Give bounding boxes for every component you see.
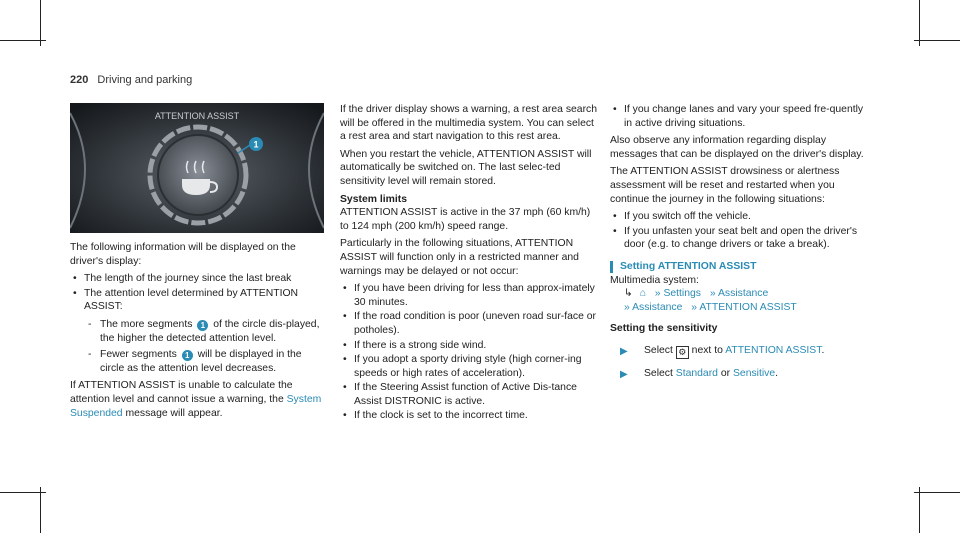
system-suspended-message: System Suspended <box>70 393 322 419</box>
screen-title: ATTENTION ASSIST <box>154 111 240 121</box>
list-item: • If you change lanes and vary your speed fre-quently in active driving situations. <box>610 103 872 130</box>
list-item: • If you unfasten your seat belt and open the driver's door (e.g. to change drivers or take a break). <box>610 225 872 252</box>
intro-text: The following information will be displayed on the driver's display: <box>70 242 296 267</box>
text-span: next to <box>691 344 723 356</box>
suspended-paragraph <box>70 379 328 420</box>
instruction-step <box>610 367 872 381</box>
coffee-cup-icon <box>182 179 210 195</box>
list-item: • The length of the journey since the last break <box>70 272 328 286</box>
sensitive-option: Sensitive <box>732 367 776 379</box>
list-item <box>70 348 328 375</box>
paragraph: Particularly in the following situations, ATTENTION ASSIST will function only in a restricted manner and warnings may be delayed or not occur: <box>340 238 579 277</box>
callout-marker: 1 <box>197 320 208 331</box>
section-title: Driving and parking <box>97 74 193 86</box>
paragraph: The ATTENTION ASSIST drowsiness or alertness assessment will be reset and restarted when you continue the journey in the following situations: <box>610 166 840 205</box>
list-item: • If there is a strong side wind. <box>340 339 600 353</box>
path-assistance: Assistance <box>718 288 769 300</box>
text-span: will be displayed in the circle as the attention level decreases. <box>100 349 302 374</box>
list-item: • If you have been driving for less than approx-imately 30 minutes. <box>340 282 600 309</box>
text-span: If ATTENTION ASSIST is unable to calculate the attention level and cannot issue a warning, the <box>70 380 293 405</box>
page-header <box>70 74 192 88</box>
path-assistance: Assistance <box>632 301 683 313</box>
text-span: Fewer segments <box>100 349 177 361</box>
chevron-right-icon: » <box>624 301 630 313</box>
list-item <box>70 318 328 345</box>
column-2 <box>340 103 600 427</box>
text-span: The more segments <box>100 318 193 330</box>
path-attention-assist: ATTENTION ASSIST <box>699 301 797 313</box>
text-span: of the circle dis-played, the higher the detected attention level. <box>100 318 320 344</box>
attention-assist-display-image <box>70 103 324 233</box>
list-item: • If the clock is set to the incorrect time. <box>340 409 600 423</box>
paragraph: If the driver display shows a warning, a rest area search will be offered in the multimedia system. You can select a rest area and start navigation to this rest area. <box>340 104 598 143</box>
crop-mark <box>0 492 46 493</box>
list-item: • If the Steering Assist function of Active Dis-tance Assist DISTRONIC is active. <box>340 381 600 408</box>
bullet-list <box>610 103 872 130</box>
bullet-list <box>340 282 600 423</box>
step-arrow-icon: ▶ <box>620 368 628 380</box>
bullet-list <box>70 272 328 314</box>
page-number: 220 <box>70 74 89 86</box>
column-1 <box>70 103 328 424</box>
chevron-right-icon: » <box>654 288 661 300</box>
enter-arrow-icon: ↳ <box>624 288 633 300</box>
list-item: • If the road condition is poor (uneven road sur-face or potholes). <box>340 310 600 337</box>
standard-option: Standard <box>675 367 718 379</box>
crop-mark <box>919 487 920 533</box>
instruction-step <box>610 344 872 359</box>
crop-mark <box>914 492 960 493</box>
path-settings: Settings <box>663 288 701 300</box>
dash-list <box>70 318 328 375</box>
settings-gear-icon: ⚙ <box>676 346 689 359</box>
step-arrow-icon: ▶ <box>620 345 628 357</box>
home-icon: ⌂ <box>639 288 646 300</box>
list-item: • If you adopt a sporty driving style (high corner-ing speeds or high rates of acceleration). <box>340 353 600 380</box>
menu-path-line-1 <box>610 287 872 301</box>
attention-assist-option: ATTENTION ASSIST <box>725 344 822 356</box>
sensitivity-heading: Setting the sensitivity <box>610 323 718 335</box>
crop-mark <box>40 487 41 533</box>
paragraph: Also observe any information regarding display messages that can be displayed on the driver's display. <box>610 135 864 160</box>
setting-heading: Setting ATTENTION ASSIST <box>610 260 872 274</box>
text-span: Select <box>644 367 673 379</box>
paragraph: When you restart the vehicle, ATTENTION ASSIST will automatically be switched on. The last selec-ted sensitivity level will remain stored. <box>340 148 592 187</box>
text-span: Select <box>644 344 673 356</box>
text-span: message will appear. <box>125 407 223 419</box>
callout-number: 1 <box>253 139 259 150</box>
callout-marker: 1 <box>182 350 193 361</box>
paragraph: ATTENTION ASSIST is active in the 37 mph (60 km/h) to 124 mph (200 km/h) speed range. <box>340 207 591 232</box>
chevron-right-icon: » <box>691 301 698 313</box>
menu-path-line-2 <box>610 301 872 315</box>
bullet-list <box>610 210 872 252</box>
list-item: • The attention level determined by ATTENTION ASSIST: <box>70 287 328 314</box>
list-item: • If you switch off the vehicle. <box>610 210 872 224</box>
column-3 <box>610 103 872 389</box>
chevron-right-icon: » <box>709 288 716 300</box>
text-span: . <box>821 344 825 356</box>
text-span: or <box>720 367 731 379</box>
system-limits-heading: System limits <box>340 193 407 205</box>
text-span: . <box>775 367 779 379</box>
crop-mark <box>0 40 46 41</box>
multimedia-label: Multimedia system: <box>610 274 699 286</box>
crop-mark <box>914 40 960 41</box>
